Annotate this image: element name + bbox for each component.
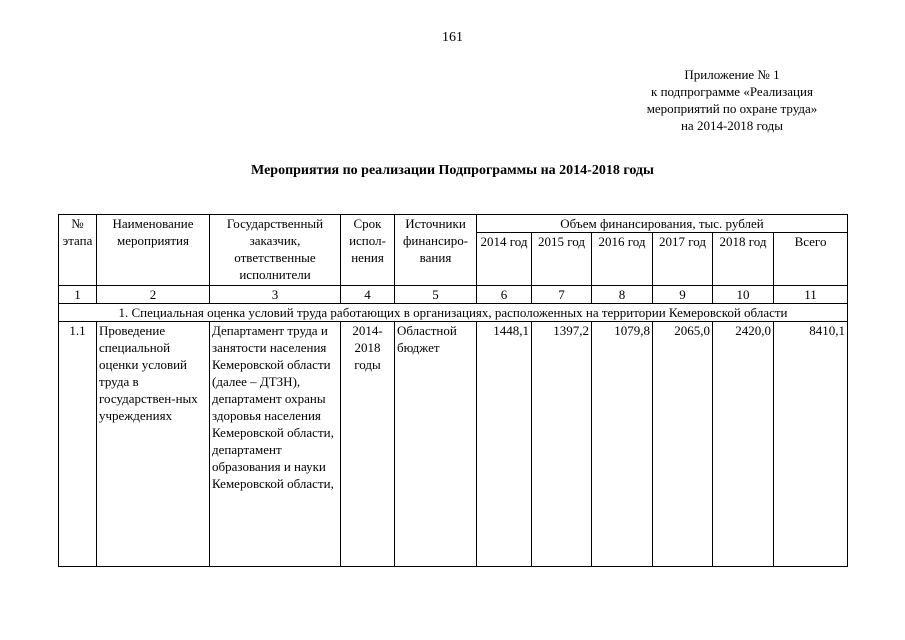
header-customer: Государственный заказчик, ответственные исполнители (210, 215, 341, 286)
column-number: 4 (341, 286, 395, 304)
column-number: 9 (653, 286, 713, 304)
value-cell-2016: 1079,8 (592, 322, 653, 567)
value-cell-2014: 1448,1 (477, 322, 532, 567)
customer-cell: Департамент труда и занятости населения Кемеровской области (далее – ДТЗН), департамент охраны здоровья населения Кемеровской области, департамент образования и науки Кемеровской области, (210, 322, 341, 567)
source-cell: Областной бюджет (395, 322, 477, 567)
term-cell: 2014-2018 годы (341, 322, 395, 567)
appendix-note (600, 66, 864, 134)
header-financing-group: Объем финансирования, тыс. рублей (477, 215, 848, 233)
column-number: 1 (59, 286, 97, 304)
stage-number-cell: 1.1 (59, 322, 97, 567)
column-number: 7 (532, 286, 592, 304)
document-title: Мероприятия по реализации Подпрограммы на 2014-2018 годы (251, 163, 654, 178)
header-total: Всего (774, 233, 848, 286)
appendix-line: Приложение № 1 (684, 67, 780, 82)
header-measure-name: Наименование мероприятия (97, 215, 210, 286)
header-sources: Источники финансиро-вания (395, 215, 477, 286)
measures-table (58, 214, 848, 567)
appendix-line: мероприятий по охране труда» (646, 101, 818, 116)
measure-name-cell: Проведение специальной оценки условий труда в государствен-ных учреждениях (97, 322, 210, 567)
header-term: Срок испол-нения (341, 215, 395, 286)
column-number: 11 (774, 286, 848, 304)
header-stage-no: № этапа (59, 215, 97, 286)
column-number-row (59, 286, 848, 304)
section-title: 1. Специальная оценка условий труда работающих в организациях, расположенных на территории Кемеровской области (59, 304, 848, 322)
total-cell: 8410,1 (774, 322, 848, 567)
value-cell-2015: 1397,2 (532, 322, 592, 567)
value-cell-2017: 2065,0 (653, 322, 713, 567)
column-number: 2 (97, 286, 210, 304)
value-cell-2018: 2420,0 (713, 322, 774, 567)
section-row (59, 304, 848, 322)
header-year: 2014 год (477, 233, 532, 286)
column-number: 6 (477, 286, 532, 304)
header-year: 2015 год (532, 233, 592, 286)
appendix-line: на 2014-2018 годы (680, 118, 784, 133)
appendix-line: к подпрограмме «Реализация (651, 84, 813, 99)
table-row (59, 322, 848, 567)
column-number: 3 (210, 286, 341, 304)
column-number: 10 (713, 286, 774, 304)
column-number: 8 (592, 286, 653, 304)
page-number: 161 (442, 30, 463, 45)
header-year: 2017 год (653, 233, 713, 286)
header-year: 2016 год (592, 233, 653, 286)
header-row (59, 215, 848, 233)
header-year: 2018 год (713, 233, 774, 286)
column-number: 5 (395, 286, 477, 304)
